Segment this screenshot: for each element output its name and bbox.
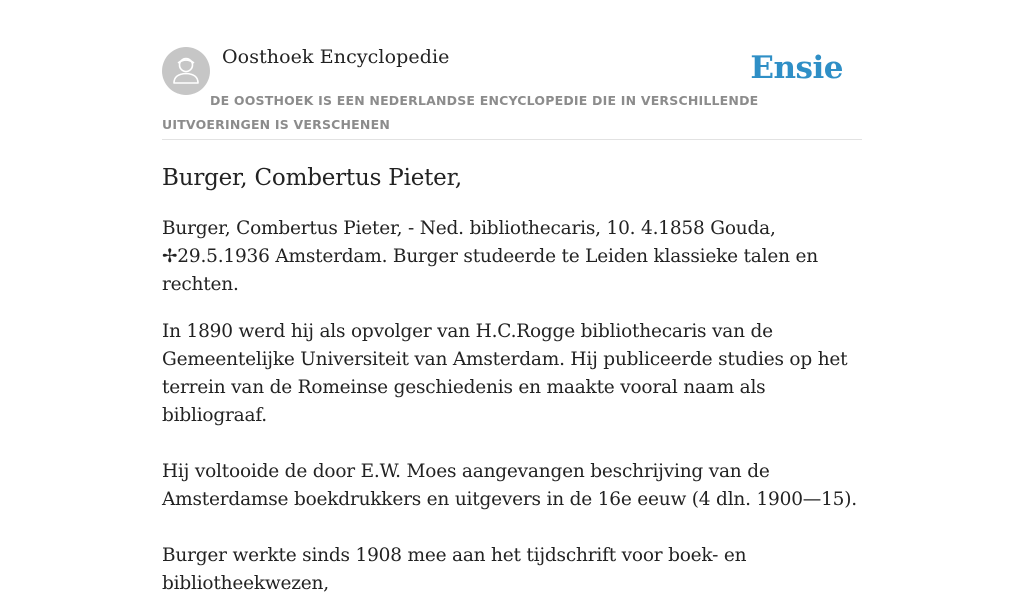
user-silhouette-icon	[162, 47, 210, 95]
brand-logo[interactable]: Ensie	[750, 50, 843, 86]
article	[162, 158, 862, 598]
article-paragraph: Burger werkte sinds 1908 mee aan het tijdschrift voor boek- en bibliotheekwezen,	[162, 545, 747, 594]
article-paragraph: Hij voltooide de door E.W. Moes aangevangen beschrijving van de Amsterdamse boekdrukkers en uitgevers in de 16e eeuw (4 dln. 1900—15).	[162, 461, 857, 510]
article-title: Burger, Combertus Pieter,	[162, 165, 462, 191]
user-avatar-icon[interactable]	[162, 47, 210, 95]
article-paragraph: Burger, Combertus Pieter, - Ned. bibliothecaris, 10. 4.1858 Gouda, ✢29.5.1936 Amsterdam. Burger studeerde te Leiden klassieke talen en rechten.	[162, 218, 818, 295]
article-paragraph: In 1890 werd hij als opvolger van H.C.Rogge bibliothecaris van de Gemeentelijke Universiteit van Amsterdam. Hij publiceerde studies op het terrein van de Romeinse geschiedenis en maakte vooral naam als bibliograaf.	[162, 321, 848, 426]
site-tagline: DE OOSTHOEK IS EEN NEDERLANDSE ENCYCLOPEDIE DIE IN VERSCHILLENDE UITVOERINGEN IS VERSCHENEN	[162, 93, 759, 132]
site-header	[162, 44, 862, 140]
site-title[interactable]: Oosthoek Encyclopedie	[222, 46, 450, 68]
